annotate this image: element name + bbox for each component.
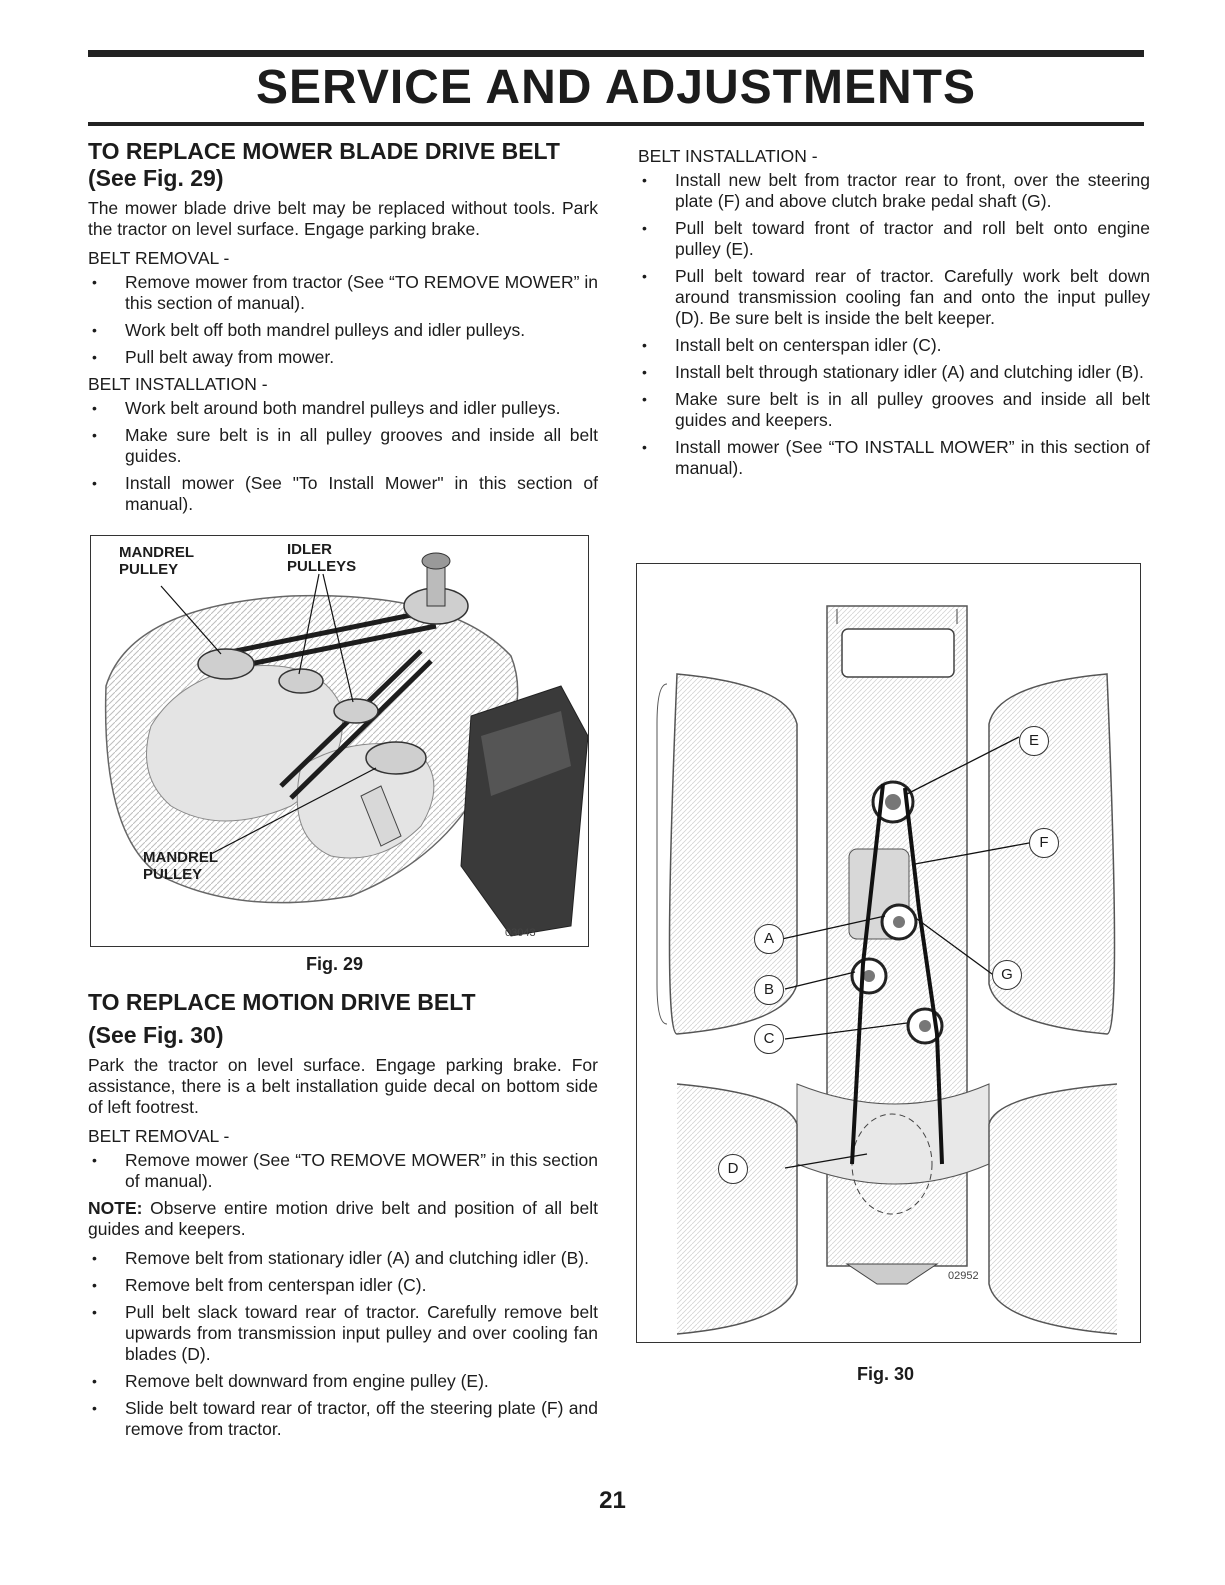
belt-installation-list [88, 398, 598, 515]
mower-deck-illustration [91, 536, 588, 946]
figure-id-02952: 02952 [948, 1270, 979, 1282]
section-subtitle-motion-belt: (See Fig. 30) [88, 1022, 224, 1048]
page-number: 21 [599, 1487, 626, 1514]
list-item: • Remove belt from centerspan idler (C). [88, 1275, 598, 1296]
belt-removal-list [88, 272, 598, 368]
figure-30-tractor-belt-path [636, 563, 1141, 1343]
list-item: • Slide belt toward rear of tractor, off the steering plate (F) and remove from tractor. [88, 1398, 598, 1440]
right-column [638, 146, 1150, 485]
list-item: • Work belt around both mandrel pulleys and idler pulleys. [88, 398, 598, 419]
belt-removal-list-continued [88, 1248, 598, 1440]
callout-b: B [754, 975, 784, 1005]
section-title-blade-belt: TO REPLACE MOWER BLADE DRIVE BELT [88, 138, 560, 164]
callout-d: D [718, 1154, 748, 1184]
list-item: • Remove belt from stationary idler (A) and clutching idler (B). [88, 1248, 598, 1269]
list-item: • Pull belt away from mower. [88, 347, 598, 368]
list-item: • Make sure belt is in all pulley grooves and inside all belt guides and keepers. [638, 389, 1150, 431]
note-label: NOTE: [88, 1198, 143, 1218]
section-title-motion-belt: TO REPLACE MOTION DRIVE BELT [88, 989, 476, 1015]
label-idler-pulleys: IDLER PULLEYS [287, 541, 357, 575]
list-item: • Remove mower from tractor (See “TO REMOVE MOWER” in this section of manual). [88, 272, 598, 314]
list-item: • Pull belt toward front of tractor and roll belt onto engine pulley (E). [638, 218, 1150, 260]
list-item: • Install new belt from tractor rear to front, over the steering plate (F) and above clutch brake pedal shaft (G). [638, 170, 1150, 212]
intro-blade-belt: The mower blade drive belt may be replaced without tools. Park the tractor on level surface. Engage parking brake. [88, 198, 598, 239]
label-mandrel-pulley-bottom: MANDREL PULLEY [143, 849, 218, 883]
belt-removal-label: BELT REMOVAL - [88, 1126, 230, 1146]
intro-motion-belt: Park the tractor on level surface. Engage parking brake. For assistance, there is a belt installation guide decal on bottom side of left footrest. [88, 1055, 598, 1117]
label-mandrel-pulley-top: MANDREL PULLEY [119, 544, 194, 578]
tractor-belt-diagram [637, 564, 1140, 1342]
belt-removal-label: BELT REMOVAL - [88, 248, 230, 268]
note-text: Observe entire motion drive belt and position of all belt guides and keepers. [88, 1198, 598, 1239]
list-item: • Pull belt toward rear of tractor. Carefully work belt down around transmission cooling fan and onto the input pulley (D). Be sure belt is inside the belt keeper. [638, 266, 1150, 329]
note-paragraph [88, 1198, 598, 1240]
header-rule-top [88, 50, 1144, 57]
section-subtitle-blade-belt: (See Fig. 29) [88, 165, 224, 191]
figure-29-caption: Fig. 29 [306, 954, 364, 974]
list-item: • Install mower (See "To Install Mower" in this section of manual). [88, 473, 598, 515]
belt-installation-list [638, 170, 1150, 479]
figure-id-03043: 03043 [505, 927, 536, 939]
belt-installation-label: BELT INSTALLATION - [638, 146, 818, 166]
callout-g: G [992, 960, 1022, 990]
figure-30-caption: Fig. 30 [857, 1364, 915, 1384]
belt-installation-label: BELT INSTALLATION - [88, 374, 268, 394]
belt-removal-list [88, 1150, 598, 1192]
left-column [88, 138, 598, 521]
list-item: • Install belt through stationary idler (A) and clutching idler (B). [638, 362, 1150, 383]
list-item: • Remove belt downward from engine pulley (E). [88, 1371, 598, 1392]
figure-29-mower-deck [90, 535, 589, 947]
list-item: • Make sure belt is in all pulley grooves and inside all belt guides. [88, 425, 598, 467]
callout-c: C [754, 1024, 784, 1054]
list-item: • Remove mower (See “TO REMOVE MOWER” in this section of manual). [88, 1150, 598, 1192]
page-title: SERVICE AND ADJUSTMENTS [256, 61, 976, 114]
callout-e: E [1019, 726, 1049, 756]
left-column-lower [88, 989, 598, 1446]
callout-f: F [1029, 828, 1059, 858]
list-item: • Pull belt slack toward rear of tractor. Carefully remove belt upwards from transmission input pulley and over cooling fan blades (D). [88, 1302, 598, 1365]
header-rule-bottom [88, 122, 1144, 126]
list-item: • Install mower (See “TO INSTALL MOWER” in this section of manual). [638, 437, 1150, 479]
list-item: • Work belt off both mandrel pulleys and idler pulleys. [88, 320, 598, 341]
list-item: • Install belt on centerspan idler (C). [638, 335, 1150, 356]
callout-a: A [754, 924, 784, 954]
